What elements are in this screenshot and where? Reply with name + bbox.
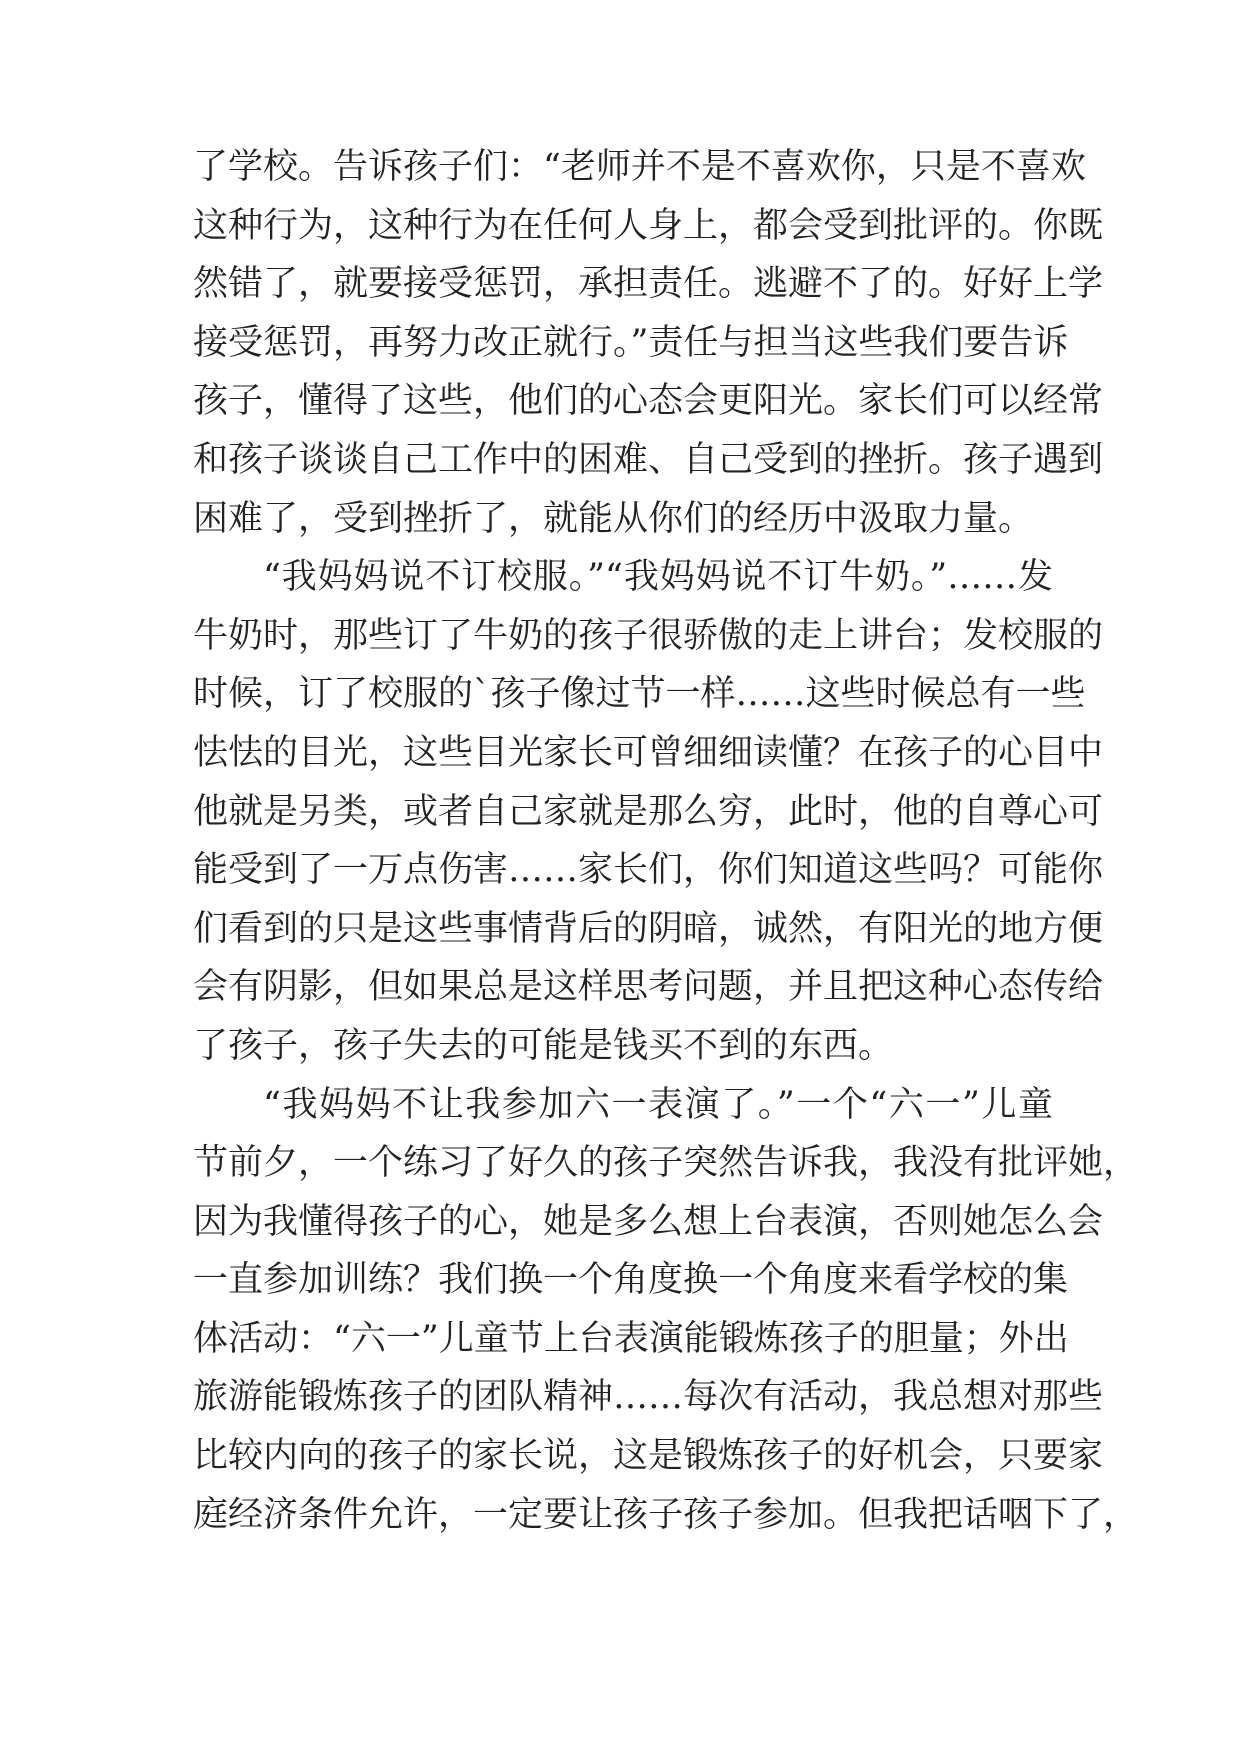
text-line: 困难了，受到挫折了，就能从你们的经历中汲取力量。	[193, 498, 1034, 539]
text-line: 了学校。告诉孩子们：“老师并不是不喜欢你，只是不喜欢	[193, 147, 1086, 187]
body-text	[193, 138, 1139, 1544]
text-line: 比较内向的孩子的家长说，这是锻炼孩子的好机会，只要家	[193, 1436, 1104, 1477]
text-line: 然错了，就要接受惩罚，承担责任。逃避不了的。好好上学	[193, 264, 1104, 305]
text-line: 了孩子，孩子失去的可能是钱买不到的东西。	[193, 1025, 894, 1066]
text-line: 接受惩罚，再努力改正就行。”责任与担当这些我们要告诉	[193, 322, 1069, 363]
text-line: 会有阴影，但如果总是这样思考问题，并且把这种心态传给	[193, 967, 1104, 1008]
text-line: 因为我懂得孩子的心，她是多么想上台表演，否则她怎么会	[193, 1201, 1104, 1242]
text-line: 旅游能锻炼孩子的团队精神……每次有活动，我总想对那些	[193, 1377, 1104, 1418]
text-line: 和孩子谈谈自己工作中的困难、自己受到的挫折。孩子遇到	[193, 439, 1104, 480]
text-line: 庭经济条件允许，一定要让孩子孩子参加。但我把话咽下了，	[193, 1494, 1139, 1535]
text-line: 一直参加训练？我们换一个角度换一个角度来看学校的集	[193, 1260, 1069, 1301]
text-line: “我妈妈不让我参加六一表演了。”一个“六一”儿童	[263, 1084, 1053, 1125]
paragraph-1	[193, 138, 1104, 548]
text-line: 能受到了一万点伤害……家长们，你们知道这些吗？可能你	[193, 850, 1104, 891]
text-line: 怯怯的目光，这些目光家长可曾细细读懂？在孩子的心目中	[193, 732, 1104, 773]
text-line: 孩子，懂得了这些，他们的心态会更阳光。家长们可以经常	[193, 381, 1104, 422]
paragraph-2	[193, 548, 1104, 1075]
text-line: 牛奶时，那些订了牛奶的孩子很骄傲的走上讲台；发校服的	[193, 615, 1104, 656]
text-line: 时候，订了校服的`孩子像过节一样……这些时候总有一些	[193, 674, 1086, 715]
text-line: 节前夕，一个练习了好久的孩子突然告诉我，我没有批评她，	[193, 1143, 1139, 1184]
text-line: 他就是另类，或者自己家就是那么穷，此时，他的自尊心可	[193, 791, 1104, 832]
paragraph-3	[193, 1076, 1139, 1545]
text-line: “我妈妈说不订校服。”“我妈妈说不订牛奶。”……发	[263, 557, 1053, 598]
text-line: 体活动：“六一”儿童节上台表演能锻炼孩子的胆量；外出	[193, 1318, 1069, 1359]
text-line: 这种行为，这种行为在任何人身上，都会受到批评的。你既	[193, 205, 1104, 246]
text-line: 们看到的只是这些事情背后的阴暗，诚然，有阳光的地方便	[193, 908, 1104, 949]
